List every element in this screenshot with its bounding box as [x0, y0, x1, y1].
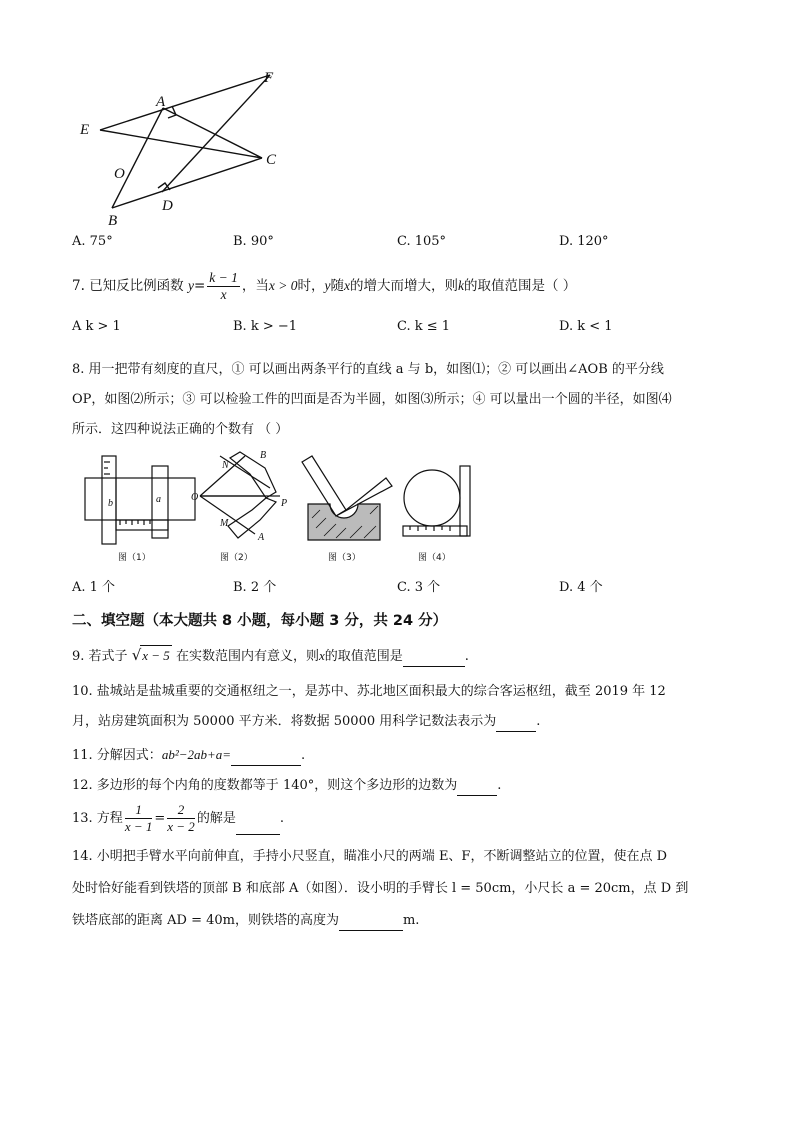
fig1-label-b: b [108, 498, 113, 509]
fig2-label-N: N [222, 460, 229, 471]
q10-answer-blank[interactable] [496, 715, 536, 732]
q7-fraction: $\frac{k - 1}{x}$ [209, 270, 238, 302]
q7-option-b[interactable]: B. k > −1 [233, 319, 298, 334]
q13-answer-blank[interactable] [236, 818, 280, 835]
fig2-label-O: O [191, 492, 199, 503]
q7-option-c[interactable]: C. k ≤ 1 [397, 319, 451, 334]
label-D: D [162, 198, 173, 214]
q8-line-3: 所示．这四种说法正确的个数有 （ ） [72, 422, 289, 437]
label-O: O [114, 166, 125, 182]
q8-option-c[interactable]: C. 3 个 [397, 580, 441, 595]
fig1-label-a: a [156, 494, 161, 505]
q7-option-a[interactable]: A k > 1 [72, 319, 121, 334]
q9-answer-blank[interactable] [403, 650, 465, 667]
fig2-label-B: B [260, 450, 267, 461]
q14-line-3: 铁塔底部的距离 AD = 40m，则铁塔的高度为 m. [72, 911, 419, 931]
q11-answer-blank[interactable] [231, 749, 301, 766]
section-2-heading: 二、填空题（本大题共 8 小题，每小题 3 分，共 24 分） [72, 613, 448, 629]
label-F: F [264, 70, 274, 86]
fig2-label-P: P [281, 498, 288, 509]
question-11: 11. 分解因式：ab²−2ab+a= . [72, 745, 305, 766]
q14-answer-blank[interactable] [339, 914, 403, 931]
q8-line-1: 8. 用一把带有刻度的直尺，① 可以画出两条平行的直线 a 与 b，如图⑴；② 可以画出∠AOB 的平分线 [72, 362, 664, 377]
caption-fig-3: 图（3） [328, 553, 361, 563]
q14-line-1: 14. 小明把手臂水平向前伸直，手持小尺竖直，瞄准小尺的两端 E、F，不断调整站立的位置，使在点 D [72, 849, 668, 864]
figure-q8-rulers [80, 448, 490, 570]
q12-answer-blank[interactable] [457, 779, 497, 796]
q6-option-d[interactable]: D. 120° [559, 234, 609, 249]
caption-fig-4: 图（4） [418, 553, 451, 563]
question-12: 12. 多边形的每个内角的度数都等于 140°，则这个多边形的边数为 . [72, 776, 501, 796]
question-9: 9. 若式子 √x − 5 在实数范围内有意义，则x的取值范围是 . [72, 645, 469, 667]
q14-line-2: 处时恰好能看到铁塔的顶部 B 和底部 A（如图）．设小明的手臂长 l = 50cm，小尺长 a = 20cm，点 D 到 [72, 881, 689, 896]
q13-fraction-right: $\frac{2}{x - 2}$ [167, 802, 195, 834]
q8-option-a[interactable]: A. 1 个 [72, 580, 116, 595]
q8-line-2: OP，如图⑵所示；③ 可以检验工件的凹面是否为半圆，如图⑶所示；④ 可以量出一个圆的半径，如图⑷ [72, 392, 672, 407]
figure-q6-geometry [70, 60, 300, 230]
q6-option-b[interactable]: B. 90° [233, 234, 274, 249]
q10-line-1: 10. 盐城站是盐城重要的交通枢纽之一，是苏中、苏北地区面积最大的综合客运枢纽，截至 2019 年 12 [72, 684, 666, 699]
q6-option-c[interactable]: C. 105° [397, 234, 447, 249]
q6-option-a[interactable]: A. 75° [72, 234, 113, 249]
q10-line-2: 月，站房建筑面积为 50000 平方米．将数据 50000 用科学记数法表示为 . [72, 712, 540, 732]
caption-fig-2: 图（2） [220, 553, 253, 563]
q8-option-b[interactable]: B. 2 个 [233, 580, 277, 595]
label-B: B [108, 213, 118, 229]
q13-fraction-left: $\frac{1}{x - 1}$ [124, 802, 153, 834]
question-7: 7. 已知反比例函数 y= $\frac{k - 1}{x}$ ，当x > 0时，y随x的增大而增大，则k的取值范围是（ ） [72, 270, 577, 302]
fig2-label-A: A [258, 532, 265, 543]
q8-option-d[interactable]: D. 4 个 [559, 580, 603, 595]
q9-radicand: x − 5 [140, 645, 172, 666]
q7-option-d[interactable]: D. k < 1 [559, 319, 613, 334]
question-13: 13. 方程 $\frac{1}{x - 1}$ = $\frac{2}{x - 2}$ 的解是 . [72, 802, 284, 834]
label-A: A [156, 94, 166, 110]
label-E: E [80, 122, 90, 138]
caption-fig-1: 图（1） [118, 553, 151, 563]
label-C: C [266, 152, 277, 168]
fig2-label-M: M [220, 518, 229, 529]
